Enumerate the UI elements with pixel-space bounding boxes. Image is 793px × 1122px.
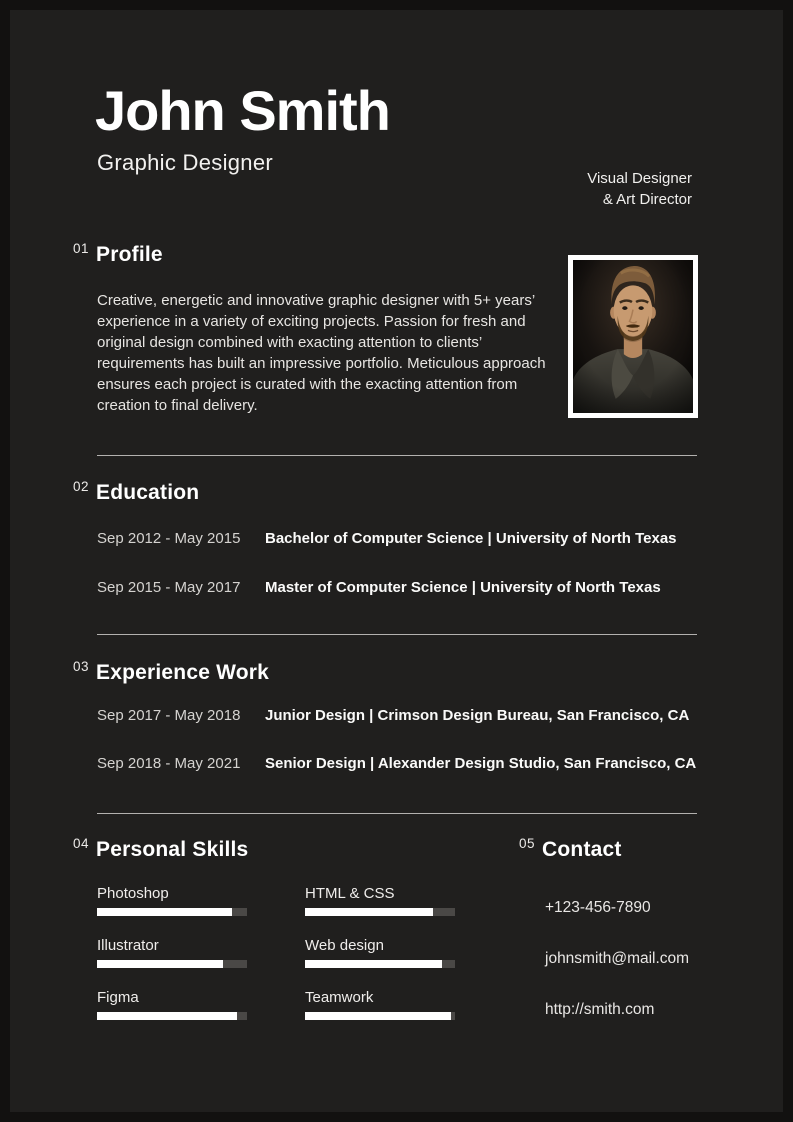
experience-row [97,754,697,773]
skill-progress-bar [305,960,455,968]
skill-item [305,936,455,968]
education-detail: Master of Computer Science | University of North Texas [265,579,661,596]
skill-progress-bar [305,908,455,916]
education-detail: Bachelor of Computer Science | University of North Texas [265,530,677,547]
person-job-title: Graphic Designer [97,150,273,175]
skill-label: Photoshop [97,885,169,902]
section-heading-experience [73,661,269,685]
skill-progress-fill [305,1012,451,1020]
section-heading-contact [519,838,622,862]
contact-list [545,898,689,1051]
person-name: John Smith [95,79,390,142]
skill-label: Web design [305,937,384,954]
experience-detail: Junior Design | Crimson Design Bureau, San Francisco, CA [265,707,690,724]
section-title: Education [96,481,200,504]
skills-column-right [305,884,455,1040]
skill-progress-bar [97,908,247,916]
section-number: 02 [73,479,90,494]
section-title: Profile [96,243,163,266]
skill-item [97,936,247,968]
section-number: 05 [519,836,536,851]
portrait-illustration [573,260,693,413]
profile-summary-text: Creative, energetic and innovative graphic designer with 5+ years’ experience in a variety of exciting projects. Passion for fresh and original design combined with exacting attention to clients’ requirements has built an impressive portfolio. Meticulous approach ensures each project is curated with the exacting attention from creation to final delivery. [97,292,546,414]
tagline-line-1: Visual Designer [587,170,692,187]
skill-progress-fill [305,908,433,916]
contact-email[interactable]: johnsmith@mail.com [545,950,690,967]
skill-progress-bar [97,1012,247,1020]
profile-photo [568,255,698,418]
skill-progress-fill [97,1012,237,1020]
education-dates: Sep 2012 - May 2015 [97,530,241,547]
section-number: 01 [73,241,90,256]
contact-website[interactable]: http://smith.com [545,1001,655,1018]
skill-progress-fill [97,960,223,968]
experience-dates: Sep 2017 - May 2018 [97,707,241,724]
skill-label: HTML & CSS [305,885,395,902]
section-heading-education [73,481,199,505]
tagline-line-2: & Art Director [602,191,692,208]
person-tagline [587,168,692,210]
skill-label: Figma [97,989,139,1006]
education-dates: Sep 2015 - May 2017 [97,579,241,596]
section-title: Experience Work [96,661,270,684]
section-heading-profile [73,243,163,267]
skill-item [305,988,455,1020]
skill-progress-bar [97,960,247,968]
section-number: 04 [73,836,90,851]
skill-label: Illustrator [97,937,159,954]
section-divider [97,455,697,456]
section-divider [97,634,697,635]
section-title: Contact [542,838,622,861]
section-divider [97,813,697,814]
skill-label: Teamwork [305,989,374,1006]
section-heading-skills [73,838,248,862]
education-row [97,529,697,548]
skill-item [97,884,247,916]
experience-dates: Sep 2018 - May 2021 [97,755,241,772]
skill-progress-fill [305,960,442,968]
skill-progress-fill [97,908,232,916]
section-number: 03 [73,659,90,674]
skill-progress-bar [305,1012,455,1020]
skill-item [305,884,455,916]
section-title: Personal Skills [96,838,249,861]
contact-phone[interactable]: +123-456-7890 [545,899,651,916]
education-row [97,578,697,597]
skill-item [97,988,247,1020]
experience-detail: Senior Design | Alexander Design Studio, San Francisco, CA [265,755,697,772]
skills-column-left [97,884,247,1040]
experience-row [97,706,697,725]
